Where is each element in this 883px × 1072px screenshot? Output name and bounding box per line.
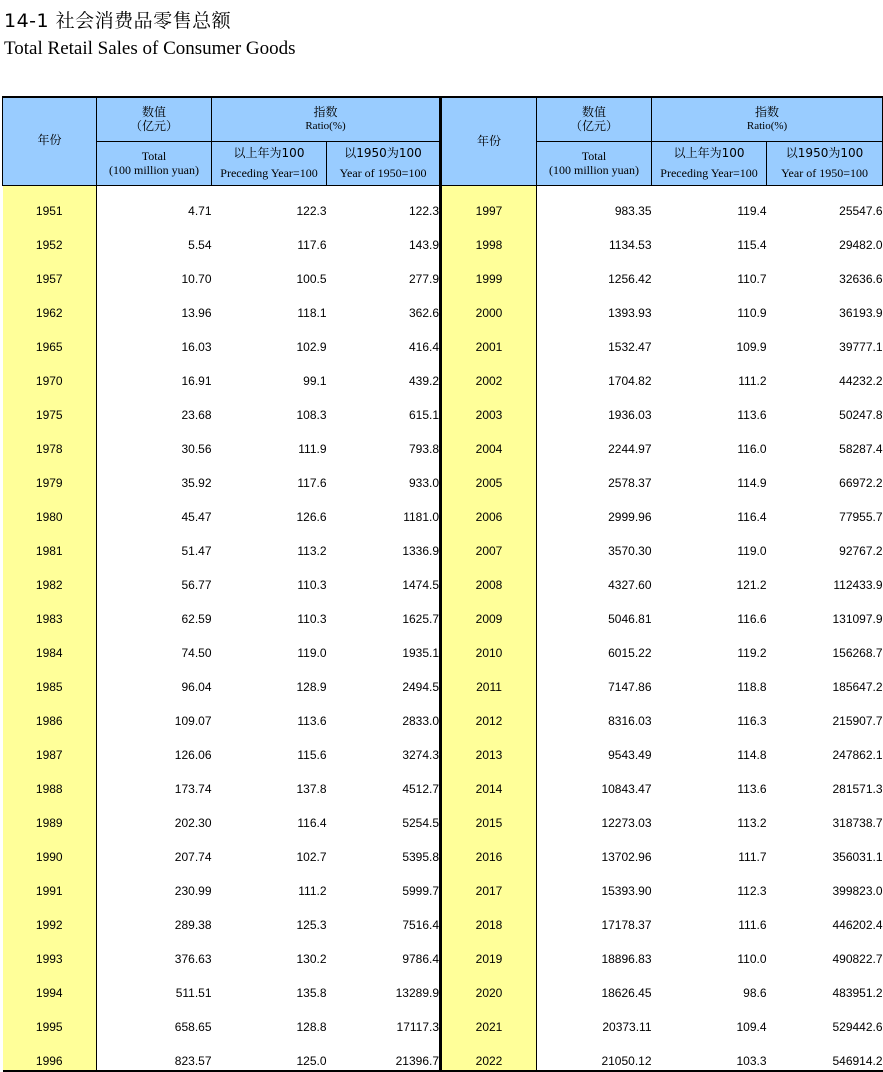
left-year-cell: 1996 (3, 1036, 97, 1071)
left-base-cell: 1474.5 (327, 560, 441, 594)
right-total-cell: 13702.96 (601, 849, 652, 864)
left-total-cell: 96.04 (181, 679, 212, 694)
header-index-right (652, 97, 883, 141)
header-index-left (212, 97, 441, 141)
right-total-cell: 17178.37 (601, 917, 652, 932)
left-prev-cell: 108.3 (296, 407, 327, 422)
left-base-cell: 439.2 (327, 356, 441, 390)
right-year-cell: 2005 (441, 458, 537, 492)
header-prev-right (652, 141, 767, 185)
left-prev-cell: 113.2 (297, 543, 327, 558)
right-prev-cell: 114.8 (737, 747, 767, 762)
right-prev-cell: 113.6 (737, 781, 767, 796)
right-total-cell: 12273.03 (601, 815, 652, 830)
table-row (3, 696, 883, 730)
left-prev-cell: 135.8 (296, 985, 327, 1000)
right-base-cell: 356031.1 (832, 849, 883, 864)
right-prev-cell: 116.0 (737, 441, 767, 456)
left-prev-cell: 111.9 (298, 441, 327, 456)
left-prev-cell: 115.6 (297, 747, 327, 762)
left-total-cell: 23.68 (181, 407, 212, 422)
header-base-cn: 以1950为100 (344, 146, 422, 160)
left-total-cell: 4.71 (188, 203, 212, 218)
right-year-cell: 2015 (441, 798, 537, 832)
right-base-cell: 529442.6 (832, 1019, 883, 1034)
right-base-cell: 25547.6 (839, 203, 883, 218)
right-prev-cell: 98.6 (743, 985, 767, 1000)
page-title-cn: 14-1 社会消费品零售总额 (4, 10, 232, 32)
left-base-cell: 4512.7 (327, 764, 441, 798)
right-base-cell: 77955.7 (839, 509, 883, 524)
table-row (3, 288, 883, 322)
table-row (3, 220, 883, 254)
right-base-cell: 36193.9 (839, 305, 883, 320)
right-year-cell: 1999 (441, 254, 537, 288)
right-year-cell: 2001 (441, 322, 537, 356)
left-year-cell: 1992 (3, 900, 97, 934)
table-row (3, 730, 883, 764)
right-base-cell: 29482.0 (839, 237, 883, 252)
left-total-cell: 30.56 (181, 441, 212, 456)
left-year-cell: 1993 (3, 934, 97, 968)
left-prev-cell: 117.6 (297, 237, 327, 252)
header-value-right (537, 97, 652, 141)
left-base-cell: 277.9 (327, 254, 441, 288)
right-base-cell: 318738.7 (832, 815, 883, 830)
right-base-cell: 483951.2 (832, 985, 883, 1000)
right-base-cell: 66972.2 (839, 475, 883, 490)
left-prev-cell: 117.6 (297, 475, 327, 490)
right-total-cell: 1704.82 (608, 373, 652, 388)
table-row (3, 798, 883, 832)
left-year-cell: 1989 (3, 798, 97, 832)
header-index-cn: 指数 (313, 105, 338, 120)
left-base-cell: 7516.4 (327, 900, 441, 934)
left-base-cell: 2494.5 (327, 662, 441, 696)
right-total-cell: 6015.22 (608, 645, 652, 660)
right-year-cell: 2020 (441, 968, 537, 1002)
right-total-cell: 1936.03 (608, 407, 652, 422)
right-year-cell: 2009 (441, 594, 537, 628)
right-total-cell: 5046.81 (608, 611, 652, 626)
right-total-cell: 1134.53 (609, 237, 652, 252)
left-total-cell: 56.77 (181, 577, 212, 592)
left-total-cell: 376.63 (174, 951, 212, 966)
left-total-cell: 230.99 (174, 883, 212, 898)
right-prev-cell: 115.4 (737, 237, 767, 252)
right-year-cell: 2012 (441, 696, 537, 730)
left-year-cell: 1978 (3, 424, 97, 458)
right-base-cell: 58287.4 (839, 441, 883, 456)
right-year-cell: 2000 (441, 288, 537, 322)
right-prev-cell: 119.4 (737, 203, 767, 218)
header-value-cn: 数值 (141, 105, 166, 120)
table-row (3, 662, 883, 696)
left-total-cell: 74.50 (181, 645, 212, 660)
right-year-cell: 2010 (441, 628, 537, 662)
left-total-cell: 35.92 (181, 475, 212, 490)
right-prev-cell: 110.9 (737, 305, 767, 320)
right-year-cell: 2013 (441, 730, 537, 764)
right-prev-cell: 116.3 (737, 713, 767, 728)
left-prev-cell: 113.6 (297, 713, 327, 728)
right-prev-cell: 113.6 (737, 407, 767, 422)
header-prev-cn: 以上年为100 (673, 146, 745, 160)
right-base-cell: 490822.7 (832, 951, 883, 966)
right-base-cell: 32636.6 (839, 271, 883, 286)
right-total-cell: 18626.45 (601, 985, 652, 1000)
left-year-cell: 1970 (3, 356, 97, 390)
right-base-cell: 446202.4 (832, 917, 883, 932)
left-base-cell: 3274.3 (327, 730, 441, 764)
right-total-cell: 10843.47 (601, 781, 652, 796)
right-total-cell: 2578.37 (608, 475, 652, 490)
left-prev-cell: 111.2 (298, 883, 327, 898)
left-base-cell: 1336.9 (327, 526, 441, 560)
left-year-cell: 1983 (3, 594, 97, 628)
header-value-unit-cn: （亿元） (129, 119, 178, 134)
right-total-cell: 9543.49 (608, 747, 652, 762)
left-total-cell: 10.70 (181, 271, 212, 286)
right-prev-cell: 110.7 (737, 271, 767, 286)
right-year-cell: 1998 (441, 220, 537, 254)
left-prev-cell: 128.9 (296, 679, 327, 694)
right-prev-cell: 114.9 (737, 475, 767, 490)
right-total-cell: 2999.96 (608, 509, 652, 524)
left-base-cell: 1625.7 (327, 594, 441, 628)
left-total-cell: 16.91 (181, 373, 212, 388)
right-total-cell: 1393.93 (608, 305, 652, 320)
left-total-cell: 62.59 (181, 611, 212, 626)
left-total-cell: 173.74 (174, 781, 212, 796)
header-total-en: Total (141, 149, 167, 163)
header-year-left (3, 97, 97, 185)
header-total-unit-en: (100 million yuan) (109, 163, 199, 177)
left-year-cell: 1987 (3, 730, 97, 764)
right-prev-cell: 111.6 (738, 917, 767, 932)
right-base-cell: 112433.9 (833, 577, 883, 592)
right-year-cell: 2002 (441, 356, 537, 390)
right-year-cell: 2007 (441, 526, 537, 560)
left-base-cell: 17117.3 (327, 1002, 441, 1036)
right-year-cell: 2018 (441, 900, 537, 934)
header-year-right (441, 97, 537, 185)
table-row (3, 594, 883, 628)
right-total-cell: 18896.83 (601, 951, 652, 966)
left-prev-cell: 102.7 (296, 849, 327, 864)
right-year-cell: 2017 (441, 866, 537, 900)
left-base-cell: 143.9 (327, 220, 441, 254)
left-year-cell: 1975 (3, 390, 97, 424)
left-prev-cell: 122.3 (296, 203, 327, 218)
right-base-cell: 546914.2 (767, 1036, 883, 1071)
left-year-cell: 1979 (3, 458, 97, 492)
header-total-left (97, 141, 212, 185)
left-total-cell: 51.47 (181, 543, 212, 558)
left-total-cell: 823.57 (97, 1036, 212, 1071)
right-year-cell: 2019 (441, 934, 537, 968)
left-base-cell: 21396.7 (327, 1036, 441, 1071)
left-prev-cell: 125.3 (296, 917, 327, 932)
header-base-right (767, 141, 883, 185)
right-total-cell: 20373.11 (602, 1019, 652, 1034)
left-base-cell: 1935.1 (327, 628, 441, 662)
right-year-cell: 2014 (441, 764, 537, 798)
left-base-cell: 13289.9 (327, 968, 441, 1002)
right-total-cell: 15393.90 (601, 883, 652, 898)
left-year-cell: 1984 (3, 628, 97, 662)
right-total-cell: 7147.86 (608, 679, 652, 694)
left-total-cell: 5.54 (188, 237, 212, 252)
left-total-cell: 207.74 (174, 849, 212, 864)
left-year-cell: 1957 (3, 254, 97, 288)
page-title-en: Total Retail Sales of Consumer Goods (4, 38, 296, 59)
left-total-cell: 16.03 (181, 339, 212, 354)
left-total-cell: 511.51 (175, 985, 212, 1000)
left-prev-cell: 100.5 (296, 271, 327, 286)
left-prev-cell: 99.1 (303, 373, 327, 388)
header-value-cn: 数值 (582, 105, 607, 120)
left-year-cell: 1962 (3, 288, 97, 322)
left-prev-cell: 130.2 (296, 951, 327, 966)
right-prev-cell: 118.8 (737, 679, 767, 694)
right-base-cell: 50247.8 (839, 407, 883, 422)
right-prev-cell: 111.7 (738, 849, 767, 864)
header-year-cn: 年份 (37, 133, 62, 148)
left-year-cell: 1981 (3, 526, 97, 560)
table-row (3, 356, 883, 390)
right-total-cell: 4327.60 (608, 577, 652, 592)
right-prev-cell: 112.3 (737, 883, 767, 898)
table-row (3, 458, 883, 492)
right-base-cell: 281571.3 (832, 781, 883, 796)
left-prev-cell: 110.3 (297, 577, 327, 592)
right-base-cell: 92767.2 (839, 543, 883, 558)
header-prev-en: Preceding Year=100 (220, 166, 318, 180)
left-prev-cell: 119.0 (297, 645, 327, 660)
right-base-cell: 185647.2 (832, 679, 883, 694)
retail-sales-table (2, 96, 883, 1072)
right-prev-cell: 113.2 (737, 815, 767, 830)
left-year-cell: 1986 (3, 696, 97, 730)
left-base-cell: 5395.8 (327, 832, 441, 866)
left-year-cell: 1982 (3, 560, 97, 594)
table-row (3, 526, 883, 560)
right-prev-cell: 116.4 (737, 509, 767, 524)
left-year-cell: 1991 (3, 866, 97, 900)
left-base-cell: 615.1 (327, 390, 441, 424)
table-row (3, 322, 883, 356)
header-base-left (327, 141, 441, 185)
left-year-cell: 1965 (3, 322, 97, 356)
right-prev-cell: 119.0 (737, 543, 767, 558)
header-prev-left (212, 141, 327, 185)
left-prev-cell: 128.8 (296, 1019, 327, 1034)
right-total-cell: 983.35 (614, 203, 652, 218)
left-base-cell: 2833.0 (327, 696, 441, 730)
table-row (3, 185, 883, 220)
right-prev-cell: 103.3 (652, 1036, 767, 1071)
left-prev-cell: 125.0 (212, 1036, 327, 1071)
table-row (3, 934, 883, 968)
right-year-cell: 2008 (441, 560, 537, 594)
header-base-en: Year of 1950=100 (781, 166, 868, 180)
right-total-cell: 2244.97 (608, 441, 652, 456)
header-prev-cn: 以上年为100 (233, 146, 305, 160)
table-row (3, 424, 883, 458)
table-row (3, 560, 883, 594)
left-year-cell: 1988 (3, 764, 97, 798)
right-total-cell: 1256.42 (608, 271, 652, 286)
right-base-cell: 215907.7 (832, 713, 883, 728)
left-total-cell: 45.47 (181, 509, 212, 524)
left-prev-cell: 126.6 (296, 509, 327, 524)
table-row (3, 1002, 883, 1036)
right-prev-cell: 109.9 (736, 339, 767, 354)
table-row (3, 628, 883, 662)
right-year-cell: 2006 (441, 492, 537, 526)
right-total-cell: 21050.12 (537, 1036, 652, 1071)
right-year-cell: 2004 (441, 424, 537, 458)
right-base-cell: 39777.1 (839, 339, 883, 354)
left-year-cell: 1990 (3, 832, 97, 866)
table-row (3, 764, 883, 798)
table-row (3, 832, 883, 866)
right-total-cell: 8316.03 (608, 713, 652, 728)
left-base-cell: 416.4 (327, 322, 441, 356)
left-year-cell: 1951 (3, 185, 97, 220)
right-prev-cell: 119.2 (737, 645, 767, 660)
header-ratio-en: Ratio(%) (305, 120, 346, 133)
right-base-cell: 156268.7 (832, 645, 883, 660)
left-prev-cell: 118.1 (297, 305, 327, 320)
right-prev-cell: 121.2 (736, 577, 767, 592)
header-ratio-en: Ratio(%) (746, 120, 788, 133)
right-total-cell: 3570.30 (608, 543, 652, 558)
left-year-cell: 1952 (3, 220, 97, 254)
header-base-cn: 以1950为100 (785, 146, 864, 160)
right-year-cell: 2021 (441, 1002, 537, 1036)
right-prev-cell: 111.2 (738, 373, 767, 388)
left-base-cell: 122.3 (327, 185, 441, 220)
left-total-cell: 658.65 (174, 1019, 212, 1034)
header-total-unit-en: (100 million yuan) (549, 163, 640, 177)
left-year-cell: 1994 (3, 968, 97, 1002)
left-base-cell: 362.6 (327, 288, 441, 322)
header-index-cn: 指数 (755, 105, 780, 120)
left-base-cell: 1181.0 (327, 492, 441, 526)
table-row (3, 900, 883, 934)
left-base-cell: 793.8 (327, 424, 441, 458)
left-prev-cell: 110.3 (297, 611, 327, 626)
left-total-cell: 109.07 (174, 713, 212, 728)
table-row (3, 390, 883, 424)
table-row (3, 968, 883, 1002)
left-prev-cell: 116.4 (297, 815, 327, 830)
table-row (3, 1036, 883, 1071)
right-base-cell: 131097.9 (832, 611, 883, 626)
table-row (3, 254, 883, 288)
left-year-cell: 1995 (3, 1002, 97, 1036)
header-base-en: Year of 1950=100 (339, 166, 427, 180)
table-row (3, 866, 883, 900)
left-total-cell: 126.06 (174, 747, 212, 762)
left-year-cell: 1985 (3, 662, 97, 696)
header-year-cn: 年份 (477, 134, 502, 149)
left-total-cell: 13.96 (181, 305, 212, 320)
left-prev-cell: 102.9 (296, 339, 327, 354)
header-value-left (97, 97, 212, 141)
right-total-cell: 1532.47 (608, 339, 652, 354)
right-year-cell: 2011 (441, 662, 537, 696)
left-base-cell: 933.0 (327, 458, 441, 492)
left-base-cell: 5254.5 (327, 798, 441, 832)
table-row (3, 492, 883, 526)
left-base-cell: 5999.7 (327, 866, 441, 900)
right-base-cell: 44232.2 (839, 373, 883, 388)
header-prev-en: Preceding Year=100 (660, 166, 758, 180)
left-total-cell: 289.38 (174, 917, 212, 932)
right-prev-cell: 110.0 (737, 951, 767, 966)
right-prev-cell: 109.4 (736, 1019, 767, 1034)
right-base-cell: 399823.0 (832, 883, 883, 898)
left-year-cell: 1980 (3, 492, 97, 526)
right-base-cell: 247862.1 (832, 747, 883, 762)
left-base-cell: 9786.4 (327, 934, 441, 968)
right-year-cell: 2022 (441, 1036, 537, 1071)
left-total-cell: 202.30 (174, 815, 212, 830)
right-prev-cell: 116.6 (737, 611, 767, 626)
header-value-unit-cn: （亿元） (570, 119, 619, 134)
right-year-cell: 2003 (441, 390, 537, 424)
right-year-cell: 1997 (441, 185, 537, 220)
left-prev-cell: 137.8 (296, 781, 327, 796)
right-year-cell: 2016 (441, 832, 537, 866)
table-body (3, 185, 883, 1071)
header-total-right (537, 141, 652, 185)
header-total-en: Total (581, 149, 607, 163)
